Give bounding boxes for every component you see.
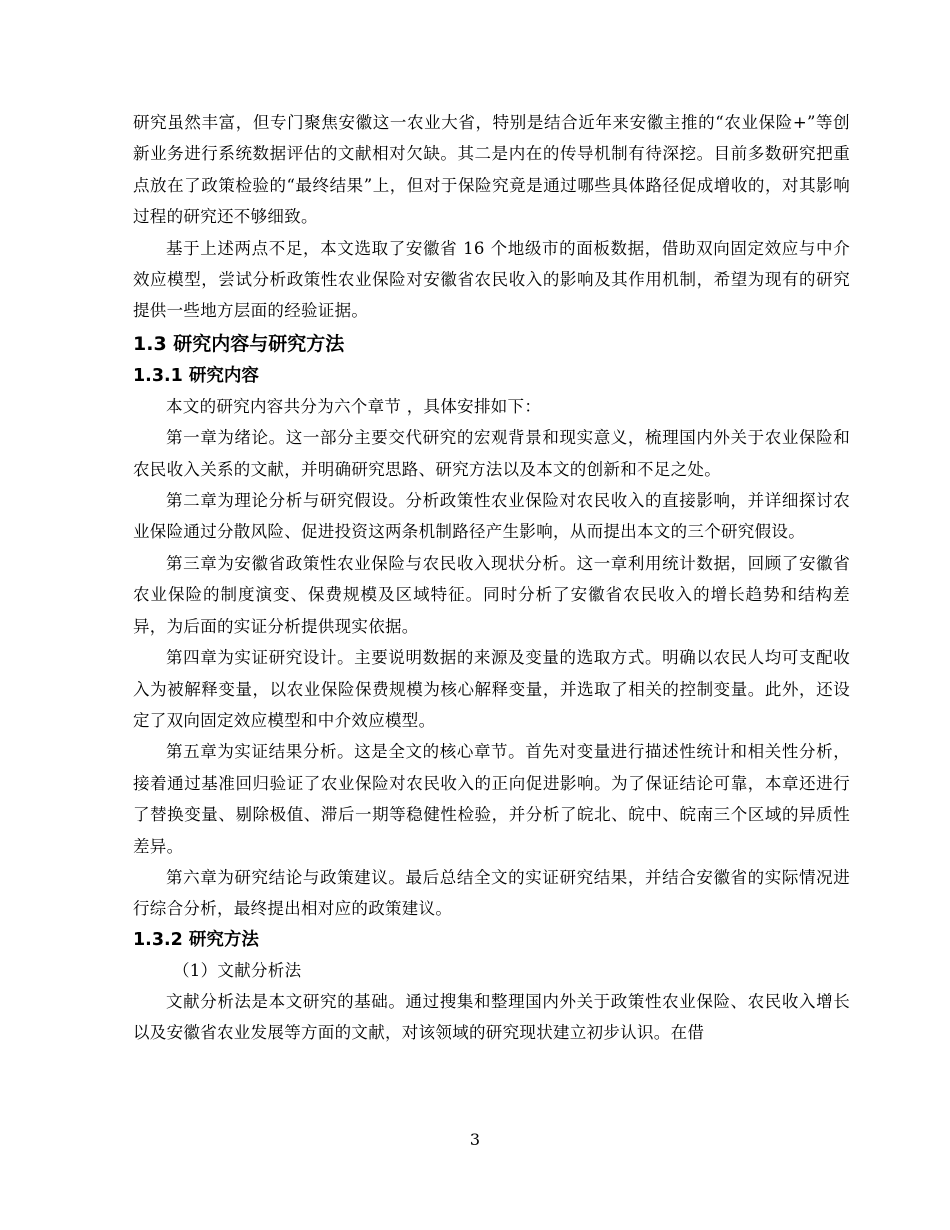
chapter-2-paragraph: 第二章为理论分析与研究假设。分析政策性农业保险对农民收入的直接影响，并详细探讨农业保险通过分散风险、促进投资这两条机制路径产生影响，从而提出本文的三个研究假设。 [133, 491, 850, 542]
basis-paragraph: 基于上述两点不足，本文选取了安徽省 16 个地级市的面板数据，借助双向固定效应与中介效应模型，尝试分析政策性农业保险对安徽省农民收入的影响及其作用机制，希望为现有的研究提供一些地方层面的经验证据。 [133, 238, 850, 321]
chapter-4-paragraph: 第四章为实证研究设计。主要说明数据的来源及变量的选取方式。明确以农民人均可支配收入为被解释变量，以农业保险保费规模为核心解释变量，并选取了相关的控制变量。此外，还设定了双向固定效应模型和中介效应模型。 [133, 648, 850, 730]
subsection-heading-content: 1.3.1 研究内容 [133, 365, 259, 386]
page-body [133, 107, 850, 1049]
intro-paragraph: 研究虽然丰富，但专门聚焦安徽这一农业大省，特别是结合近年来安徽主推的“农业保险+”等创新业务进行系统数据评估的文献相对欠缺。其二是内在的传导机制有待深挖。目前多数研究把重点放在了政策检验的“最终结果”上，但对于保险究竟是通过哪些具体路径促成增收的，对其影响过程的研究还不够细致。 [133, 113, 850, 227]
chapter-1-paragraph: 第一章为绪论。这一部分主要交代研究的宏观背景和现实意义，梳理国内外关于农业保险和农民收入关系的文献，并明确研究思路、研究方法以及本文的创新和不足之处。 [133, 428, 850, 479]
section-heading: 1.3 研究内容与研究方法 [133, 332, 345, 355]
method-1-paragraph: 文献分析法是本文研究的基础。通过搜集和整理国内外关于政策性农业保险、农民收入增长以及安徽省农业发展等方面的文献，对该领域的研究现状建立初步认识。在借 [133, 991, 850, 1043]
content-intro: 本文的研究内容共分为六个章节 ，具体安排如下： [166, 396, 542, 416]
method-1-title: （1）文献分析法 [173, 960, 302, 980]
page-number: 3 [469, 1130, 481, 1149]
chapter-3-paragraph: 第三章为安徽省政策性农业保险与农民收入现状分析。这一章利用统计数据，回顾了安徽省农业保险的制度演变、保费规模及区域特征。同时分析了安徽省农民收入的增长趋势和结构差异，为后面的实证分析提供现实依据。 [133, 553, 850, 636]
subsection-heading-methods: 1.3.2 研究方法 [133, 929, 259, 950]
chapter-5-paragraph: 第五章为实证结果分析。这是全文的核心章节。首先对变量进行描述性统计和相关性分析，接着通过基准回归验证了农业保险对农民收入的正向促进影响。为了保证结论可靠，本章还进行了替换变量、剔除极值、滞后一期等稳健性检验，并分析了皖北、皖中、皖南三个区域的异质性差异。 [133, 742, 850, 856]
chapter-6-paragraph: 第六章为研究结论与政策建议。最后总结全文的实证研究结果，并结合安徽省的实际情况进行综合分析，最终提出相对应的政策建议。 [133, 867, 850, 919]
